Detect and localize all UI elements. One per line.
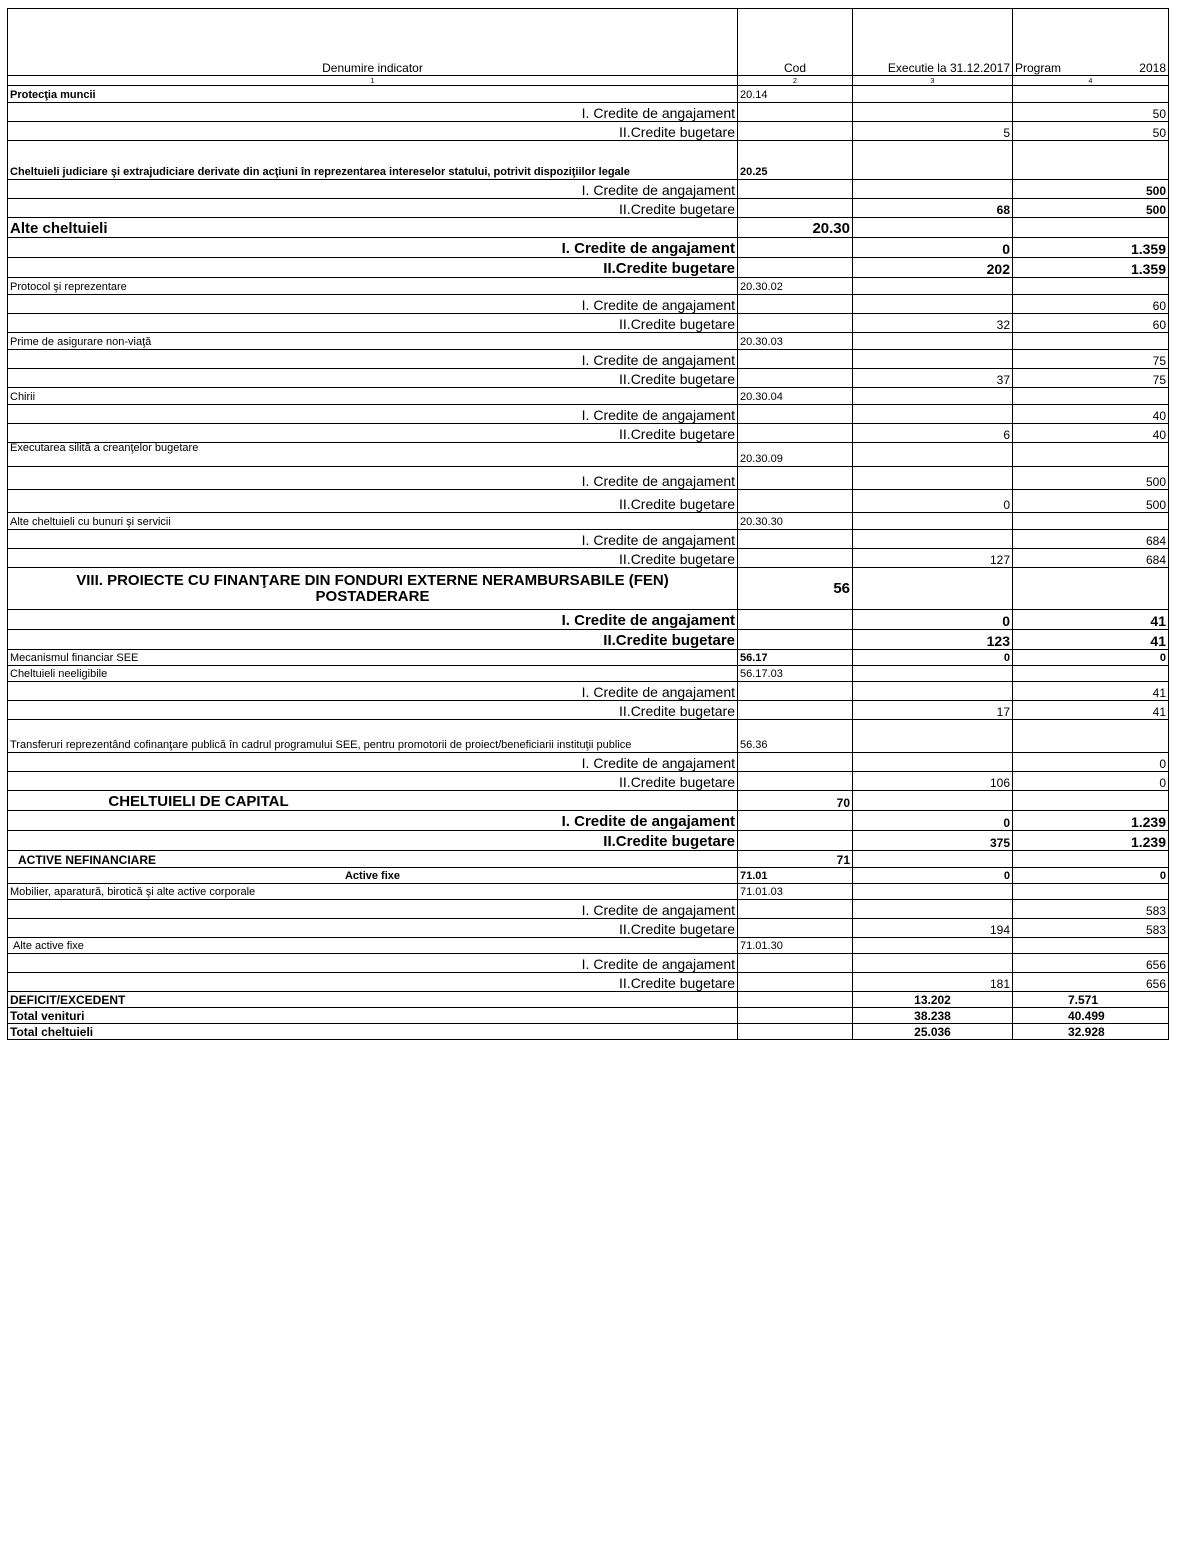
row-cod: 20.30.09 bbox=[738, 443, 853, 467]
table-row bbox=[8, 1024, 1169, 1040]
table-row bbox=[8, 1008, 1169, 1024]
row-prog bbox=[1013, 443, 1169, 467]
row-prog bbox=[1013, 278, 1169, 295]
row-exe: 25.036 bbox=[853, 1024, 1013, 1040]
row-name: Cheltuieli judiciare şi extrajudiciare derivate din acţiuni în reprezentarea intereselor statului, potrivit dispoziţiilor legale bbox=[8, 141, 738, 180]
row-cod bbox=[738, 831, 853, 851]
table-row bbox=[8, 919, 1169, 938]
row-cod: 20.30 bbox=[738, 218, 853, 238]
row-name: II.Credite bugetare bbox=[8, 258, 738, 278]
row-exe: 17 bbox=[853, 701, 1013, 720]
row-name: II.Credite bugetare bbox=[8, 973, 738, 992]
row-name: Active fixe bbox=[8, 868, 738, 884]
row-cod bbox=[738, 314, 853, 333]
row-cod bbox=[738, 180, 853, 199]
row-name: II.Credite bugetare bbox=[8, 199, 738, 218]
row-exe bbox=[853, 467, 1013, 490]
row-exe bbox=[853, 720, 1013, 753]
table-row bbox=[8, 630, 1169, 650]
row-cod: 56.17 bbox=[738, 650, 853, 666]
row-cod bbox=[738, 549, 853, 568]
table-row bbox=[8, 314, 1169, 333]
table-row bbox=[8, 424, 1169, 443]
row-prog: 1.359 bbox=[1013, 258, 1169, 278]
table-row bbox=[8, 772, 1169, 791]
row-exe: 181 bbox=[853, 973, 1013, 992]
row-exe bbox=[853, 791, 1013, 811]
row-name: I. Credite de angajament bbox=[8, 682, 738, 701]
table-row bbox=[8, 103, 1169, 122]
row-exe bbox=[853, 682, 1013, 701]
row-exe bbox=[853, 333, 1013, 350]
row-exe bbox=[853, 938, 1013, 954]
row-prog: 684 bbox=[1013, 530, 1169, 549]
table-row bbox=[8, 295, 1169, 314]
row-exe bbox=[853, 666, 1013, 682]
row-cod bbox=[738, 258, 853, 278]
row-cod bbox=[738, 919, 853, 938]
row-cod bbox=[738, 424, 853, 443]
row-exe bbox=[853, 530, 1013, 549]
table-row bbox=[8, 884, 1169, 900]
row-name: I. Credite de angajament bbox=[8, 753, 738, 772]
table-row bbox=[8, 530, 1169, 549]
row-exe: 375 bbox=[853, 831, 1013, 851]
row-name: II.Credite bugetare bbox=[8, 122, 738, 141]
row-prog bbox=[1013, 388, 1169, 405]
table-row bbox=[8, 467, 1169, 490]
row-exe bbox=[853, 295, 1013, 314]
row-prog bbox=[1013, 791, 1169, 811]
row-cod bbox=[738, 467, 853, 490]
table-row bbox=[8, 258, 1169, 278]
row-exe bbox=[853, 513, 1013, 530]
row-exe: 0 bbox=[853, 610, 1013, 630]
row-cod: 71 bbox=[738, 851, 853, 868]
row-cod bbox=[738, 954, 853, 973]
row-prog: 50 bbox=[1013, 122, 1169, 141]
row-name: II.Credite bugetare bbox=[8, 831, 738, 851]
row-cod bbox=[738, 772, 853, 791]
table-row bbox=[8, 992, 1169, 1008]
row-exe bbox=[853, 86, 1013, 103]
row-name: I. Credite de angajament bbox=[8, 900, 738, 919]
row-name: Alte cheltuieli bbox=[8, 218, 738, 238]
row-name: Chirii bbox=[8, 388, 738, 405]
table-row bbox=[8, 549, 1169, 568]
table-row bbox=[8, 720, 1169, 753]
row-cod bbox=[738, 992, 853, 1008]
row-prog: 41 bbox=[1013, 610, 1169, 630]
row-exe: 0 bbox=[853, 238, 1013, 258]
table-row bbox=[8, 141, 1169, 180]
row-exe bbox=[853, 103, 1013, 122]
header-executie: Executie la 31.12.2017 bbox=[853, 9, 1013, 76]
table-row bbox=[8, 954, 1169, 973]
table-row bbox=[8, 900, 1169, 919]
row-name: Total venituri bbox=[8, 1008, 738, 1024]
row-cod: 71.01 bbox=[738, 868, 853, 884]
header-denumire: Denumire indicator bbox=[8, 9, 738, 76]
table-row bbox=[8, 868, 1169, 884]
row-name: II.Credite bugetare bbox=[8, 314, 738, 333]
row-cod: 20.14 bbox=[738, 86, 853, 103]
row-prog: 0 bbox=[1013, 650, 1169, 666]
row-exe: 38.238 bbox=[853, 1008, 1013, 1024]
row-prog bbox=[1013, 720, 1169, 753]
row-cod: 56 bbox=[738, 568, 853, 610]
row-name: I. Credite de angajament bbox=[8, 103, 738, 122]
table-row bbox=[8, 278, 1169, 295]
row-cod bbox=[738, 701, 853, 720]
table-row bbox=[8, 238, 1169, 258]
row-name: CHELTUIELI DE CAPITAL bbox=[8, 791, 738, 811]
row-prog: 0 bbox=[1013, 753, 1169, 772]
row-name: I. Credite de angajament bbox=[8, 350, 738, 369]
row-prog: 7.571 bbox=[1013, 992, 1169, 1008]
row-exe: 37 bbox=[853, 369, 1013, 388]
row-exe bbox=[853, 900, 1013, 919]
row-cod bbox=[738, 238, 853, 258]
row-name: I. Credite de angajament bbox=[8, 530, 738, 549]
table-row bbox=[8, 568, 1169, 610]
row-name: II.Credite bugetare bbox=[8, 369, 738, 388]
row-prog bbox=[1013, 666, 1169, 682]
row-exe bbox=[853, 884, 1013, 900]
row-cod: 20.30.30 bbox=[738, 513, 853, 530]
row-cod bbox=[738, 610, 853, 630]
row-cod bbox=[738, 900, 853, 919]
row-prog: 500 bbox=[1013, 467, 1169, 490]
table-row bbox=[8, 405, 1169, 424]
row-prog: 40 bbox=[1013, 405, 1169, 424]
row-exe bbox=[853, 350, 1013, 369]
row-name: Alte cheltuieli cu bunuri şi servicii bbox=[8, 513, 738, 530]
row-exe: 0 bbox=[853, 650, 1013, 666]
row-name: II.Credite bugetare bbox=[8, 919, 738, 938]
table-row bbox=[8, 180, 1169, 199]
table-row bbox=[8, 682, 1169, 701]
row-name: Cheltuieli neeligibile bbox=[8, 666, 738, 682]
row-exe bbox=[853, 180, 1013, 199]
row-prog: 684 bbox=[1013, 549, 1169, 568]
table-row bbox=[8, 753, 1169, 772]
row-prog: 32.928 bbox=[1013, 1024, 1169, 1040]
row-exe: 68 bbox=[853, 199, 1013, 218]
row-cod: 71.01.30 bbox=[738, 938, 853, 954]
row-cod bbox=[738, 630, 853, 650]
row-name: I. Credite de angajament bbox=[8, 610, 738, 630]
row-exe bbox=[853, 278, 1013, 295]
row-cod: 71.01.03 bbox=[738, 884, 853, 900]
row-exe bbox=[853, 954, 1013, 973]
row-exe bbox=[853, 388, 1013, 405]
table-row bbox=[8, 701, 1169, 720]
row-exe: 202 bbox=[853, 258, 1013, 278]
row-prog: 75 bbox=[1013, 369, 1169, 388]
row-name: ACTIVE NEFINANCIARE bbox=[8, 851, 738, 868]
row-cod: 56.36 bbox=[738, 720, 853, 753]
row-name: II.Credite bugetare bbox=[8, 630, 738, 650]
row-cod: 70 bbox=[738, 791, 853, 811]
row-name: I. Credite de angajament bbox=[8, 467, 738, 490]
row-prog: 60 bbox=[1013, 314, 1169, 333]
header-row bbox=[8, 9, 1169, 76]
table-row bbox=[8, 443, 1169, 467]
row-prog: 41 bbox=[1013, 630, 1169, 650]
table-row bbox=[8, 851, 1169, 868]
row-cod: 56.17.03 bbox=[738, 666, 853, 682]
row-name: II.Credite bugetare bbox=[8, 701, 738, 720]
col-number-1: 1 bbox=[8, 76, 738, 86]
row-exe: 5 bbox=[853, 122, 1013, 141]
row-prog: 500 bbox=[1013, 180, 1169, 199]
row-exe bbox=[853, 753, 1013, 772]
row-cod: 20.30.04 bbox=[738, 388, 853, 405]
row-name: Total cheltuieli bbox=[8, 1024, 738, 1040]
row-prog: 0 bbox=[1013, 868, 1169, 884]
budget-table bbox=[7, 8, 1169, 1040]
row-prog bbox=[1013, 513, 1169, 530]
row-name: Mecanismul financiar SEE bbox=[8, 650, 738, 666]
row-cod: 20.30.03 bbox=[738, 333, 853, 350]
row-exe: 6 bbox=[853, 424, 1013, 443]
row-prog bbox=[1013, 218, 1169, 238]
table-row bbox=[8, 350, 1169, 369]
row-name: II.Credite bugetare bbox=[8, 424, 738, 443]
row-exe: 123 bbox=[853, 630, 1013, 650]
table-row bbox=[8, 122, 1169, 141]
col-number-2: 2 bbox=[738, 76, 853, 86]
row-name: I. Credite de angajament bbox=[8, 180, 738, 199]
row-cod: 20.25 bbox=[738, 141, 853, 180]
row-cod bbox=[738, 103, 853, 122]
table-row bbox=[8, 388, 1169, 405]
row-name: II.Credite bugetare bbox=[8, 549, 738, 568]
table-row bbox=[8, 199, 1169, 218]
row-name: Prime de asigurare non-viaţă bbox=[8, 333, 738, 350]
row-prog: 40 bbox=[1013, 424, 1169, 443]
table-row bbox=[8, 218, 1169, 238]
row-name: Protecţia muncii bbox=[8, 86, 738, 103]
table-row bbox=[8, 791, 1169, 811]
row-name: Alte active fixe bbox=[8, 938, 738, 954]
row-name: II.Credite bugetare bbox=[8, 772, 738, 791]
row-name: I. Credite de angajament bbox=[8, 954, 738, 973]
column-number-row bbox=[8, 76, 1169, 86]
row-name: Mobilier, aparatură, birotică şi alte active corporale bbox=[8, 884, 738, 900]
row-cod: 20.30.02 bbox=[738, 278, 853, 295]
row-prog: 500 bbox=[1013, 490, 1169, 513]
row-exe bbox=[853, 218, 1013, 238]
row-prog bbox=[1013, 568, 1169, 610]
row-prog: 50 bbox=[1013, 103, 1169, 122]
row-name: Protocol şi reprezentare bbox=[8, 278, 738, 295]
row-exe bbox=[853, 405, 1013, 424]
row-prog: 0 bbox=[1013, 772, 1169, 791]
table-row bbox=[8, 513, 1169, 530]
row-exe bbox=[853, 443, 1013, 467]
header-cod: Cod bbox=[738, 9, 853, 76]
row-exe: 32 bbox=[853, 314, 1013, 333]
col-number-3: 3 bbox=[853, 76, 1013, 86]
row-exe bbox=[853, 568, 1013, 610]
row-name: DEFICIT/EXCEDENT bbox=[8, 992, 738, 1008]
row-prog: 583 bbox=[1013, 900, 1169, 919]
row-prog bbox=[1013, 938, 1169, 954]
row-cod bbox=[738, 753, 853, 772]
row-name: I. Credite de angajament bbox=[8, 295, 738, 314]
row-prog: 1.359 bbox=[1013, 238, 1169, 258]
table-row bbox=[8, 490, 1169, 513]
header-program-label: Program bbox=[1015, 61, 1062, 76]
row-prog: 60 bbox=[1013, 295, 1169, 314]
row-name: Executarea silită a creanţelor bugetare bbox=[8, 443, 738, 467]
row-cod bbox=[738, 1024, 853, 1040]
row-cod bbox=[738, 1008, 853, 1024]
row-cod bbox=[738, 295, 853, 314]
row-prog: 656 bbox=[1013, 954, 1169, 973]
row-prog bbox=[1013, 86, 1169, 103]
col-number-4: 4 bbox=[1013, 76, 1169, 86]
row-exe: 13.202 bbox=[853, 992, 1013, 1008]
row-cod bbox=[738, 122, 853, 141]
row-exe: 0 bbox=[853, 811, 1013, 831]
row-exe: 127 bbox=[853, 549, 1013, 568]
row-cod bbox=[738, 490, 853, 513]
row-cod bbox=[738, 973, 853, 992]
row-prog: 40.499 bbox=[1013, 1008, 1169, 1024]
row-name: I. Credite de angajament bbox=[8, 405, 738, 424]
row-name: VIII. PROIECTE CU FINANŢARE DIN FONDURI EXTERNE NERAMBURSABILE (FEN) POSTADERARE bbox=[8, 568, 738, 610]
row-exe: 0 bbox=[853, 490, 1013, 513]
row-prog: 75 bbox=[1013, 350, 1169, 369]
row-cod bbox=[738, 811, 853, 831]
row-prog bbox=[1013, 884, 1169, 900]
row-prog: 656 bbox=[1013, 973, 1169, 992]
row-name: I. Credite de angajament bbox=[8, 238, 738, 258]
header-program-year: 2018 bbox=[1139, 61, 1166, 76]
table-row bbox=[8, 650, 1169, 666]
row-cod bbox=[738, 682, 853, 701]
row-exe: 0 bbox=[853, 868, 1013, 884]
row-cod bbox=[738, 199, 853, 218]
row-prog bbox=[1013, 141, 1169, 180]
row-name: I. Credite de angajament bbox=[8, 811, 738, 831]
row-exe: 194 bbox=[853, 919, 1013, 938]
row-cod bbox=[738, 405, 853, 424]
table-row bbox=[8, 831, 1169, 851]
table-row bbox=[8, 86, 1169, 103]
row-name: II.Credite bugetare bbox=[8, 490, 738, 513]
row-cod bbox=[738, 350, 853, 369]
table-row bbox=[8, 938, 1169, 954]
row-cod bbox=[738, 530, 853, 549]
row-exe bbox=[853, 141, 1013, 180]
table-row bbox=[8, 811, 1169, 831]
row-prog bbox=[1013, 333, 1169, 350]
row-prog: 1.239 bbox=[1013, 831, 1169, 851]
row-prog: 41 bbox=[1013, 682, 1169, 701]
row-exe bbox=[853, 851, 1013, 868]
row-prog bbox=[1013, 851, 1169, 868]
row-name: Transferuri reprezentând cofinanţare publică în cadrul programului SEE, pentru promotorii de proiect/beneficiarii instituţii publice bbox=[8, 720, 738, 753]
row-prog: 1.239 bbox=[1013, 811, 1169, 831]
row-prog: 41 bbox=[1013, 701, 1169, 720]
table-row bbox=[8, 666, 1169, 682]
table-row bbox=[8, 610, 1169, 630]
header-program bbox=[1013, 9, 1169, 76]
table-row bbox=[8, 973, 1169, 992]
table-row bbox=[8, 369, 1169, 388]
row-cod bbox=[738, 369, 853, 388]
row-prog: 500 bbox=[1013, 199, 1169, 218]
row-exe: 106 bbox=[853, 772, 1013, 791]
table-row bbox=[8, 333, 1169, 350]
row-prog: 583 bbox=[1013, 919, 1169, 938]
